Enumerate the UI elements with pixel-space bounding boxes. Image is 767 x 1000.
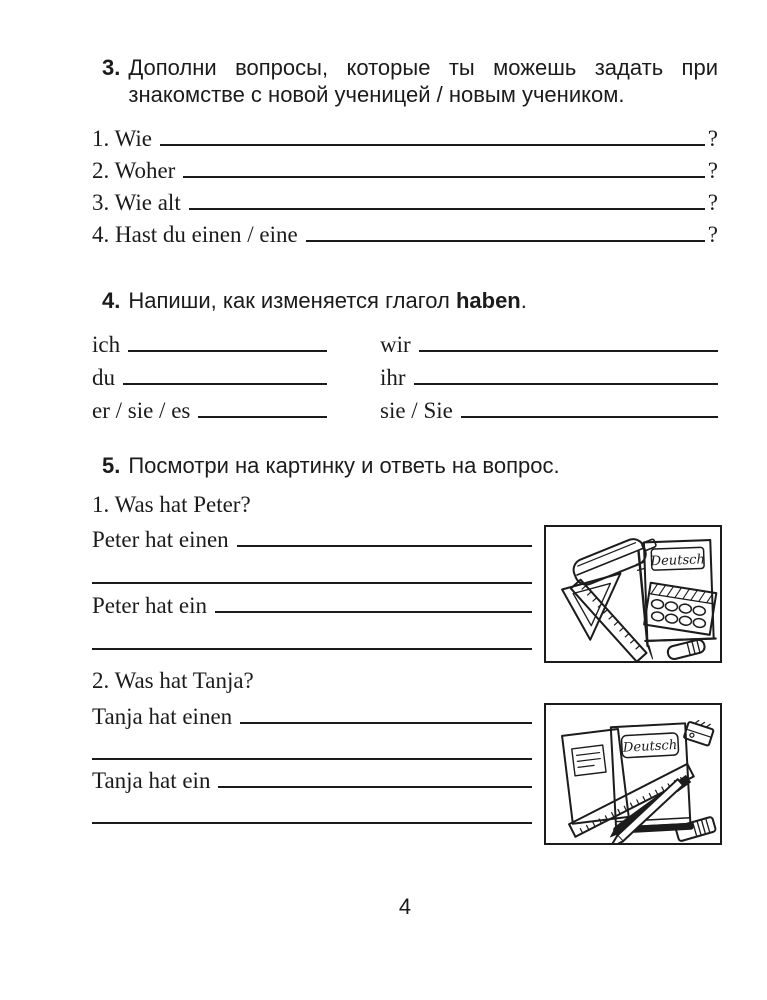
answer-blank <box>92 822 532 824</box>
answer-blank <box>183 176 704 178</box>
exercise-5-heading <box>102 452 718 479</box>
answer-line <box>92 733 532 765</box>
answer-line: Peter hat ein <box>92 589 532 622</box>
answer-blank <box>189 208 705 210</box>
exercise-4-text: Напиши, как изменяется глагол <box>128 288 456 313</box>
pronoun-row-sie-Sie: sie / Sie <box>380 394 718 427</box>
pronoun-row-ihr: ihr <box>380 361 718 394</box>
eraser-icon <box>667 639 706 661</box>
notebook-icon <box>562 729 629 824</box>
answer-line: Peter hat einen <box>92 523 532 556</box>
pronoun-row-wir: wir <box>380 328 718 361</box>
answer-blank <box>218 786 532 788</box>
answer-blank <box>92 758 532 760</box>
page-number: 4 <box>398 894 412 919</box>
question-tanja: 2. Was hat Tanja? <box>92 668 254 693</box>
question-line-3: 3. Wie alt ? <box>92 190 718 215</box>
answer-blank <box>419 350 718 352</box>
exercise-3-heading <box>102 54 718 108</box>
answer-line <box>92 797 532 829</box>
exercise-4-heading: 4. Напиши, как изменяется глагол haben. <box>102 288 527 313</box>
answer-blank <box>92 648 532 650</box>
question-line-4: 4. Hast du einen / eine ? <box>92 222 718 247</box>
pencil-case-icon <box>570 531 660 588</box>
answer-blank <box>240 722 532 724</box>
tanja-answer-lines <box>92 701 532 829</box>
answer-blank <box>198 416 327 418</box>
exercise-5-text: Посмотри на картинку и ответь на вопрос. <box>128 453 560 478</box>
answer-line: Tanja hat einen <box>92 701 532 733</box>
pronoun-row-er-sie-es: er / sie / es <box>92 394 327 427</box>
exercise-3-number: 3. <box>102 55 121 80</box>
sharpener-icon <box>684 718 715 746</box>
answer-line <box>92 556 532 589</box>
answer-blank <box>237 545 532 547</box>
exercise-3-items <box>92 123 718 251</box>
tanja-items-illustration <box>544 703 722 845</box>
book-title-text: Deutsch <box>622 737 678 756</box>
answer-blank <box>215 611 532 613</box>
paint-box-icon <box>644 583 716 635</box>
peter-answer-lines <box>92 523 532 655</box>
answer-blank <box>123 383 327 385</box>
answer-line <box>92 622 532 655</box>
answer-blank <box>414 383 718 385</box>
haben-conjugation-table <box>92 328 718 427</box>
ruler-icon <box>571 580 647 661</box>
answer-blank <box>128 350 327 352</box>
answer-blank <box>461 416 718 418</box>
exercise-5-number: 5. <box>102 453 121 478</box>
pronoun-row-ich: ich <box>92 328 327 361</box>
answer-line: Tanja hat ein <box>92 765 532 797</box>
exercise-3-heading-line2: знакомстве с новой ученицей / новым учеником. <box>128 82 625 107</box>
exercise-4-number: 4. <box>102 288 121 313</box>
book-title-text: Deutsch <box>650 552 706 570</box>
answer-blank <box>160 144 705 146</box>
question-line-1: 1. Wie ? <box>92 126 718 151</box>
question-peter: 1. Was hat Peter? <box>92 492 251 517</box>
exercise-3-heading-line1: Дополни вопросы, которые ты можешь задать при <box>128 55 718 80</box>
question-line-2: 2. Woher ? <box>92 158 718 183</box>
pronoun-row-du: du <box>92 361 327 394</box>
answer-blank <box>306 240 705 242</box>
verb-haben: haben <box>455 288 521 313</box>
peter-items-illustration <box>544 525 722 663</box>
answer-blank <box>92 582 532 584</box>
